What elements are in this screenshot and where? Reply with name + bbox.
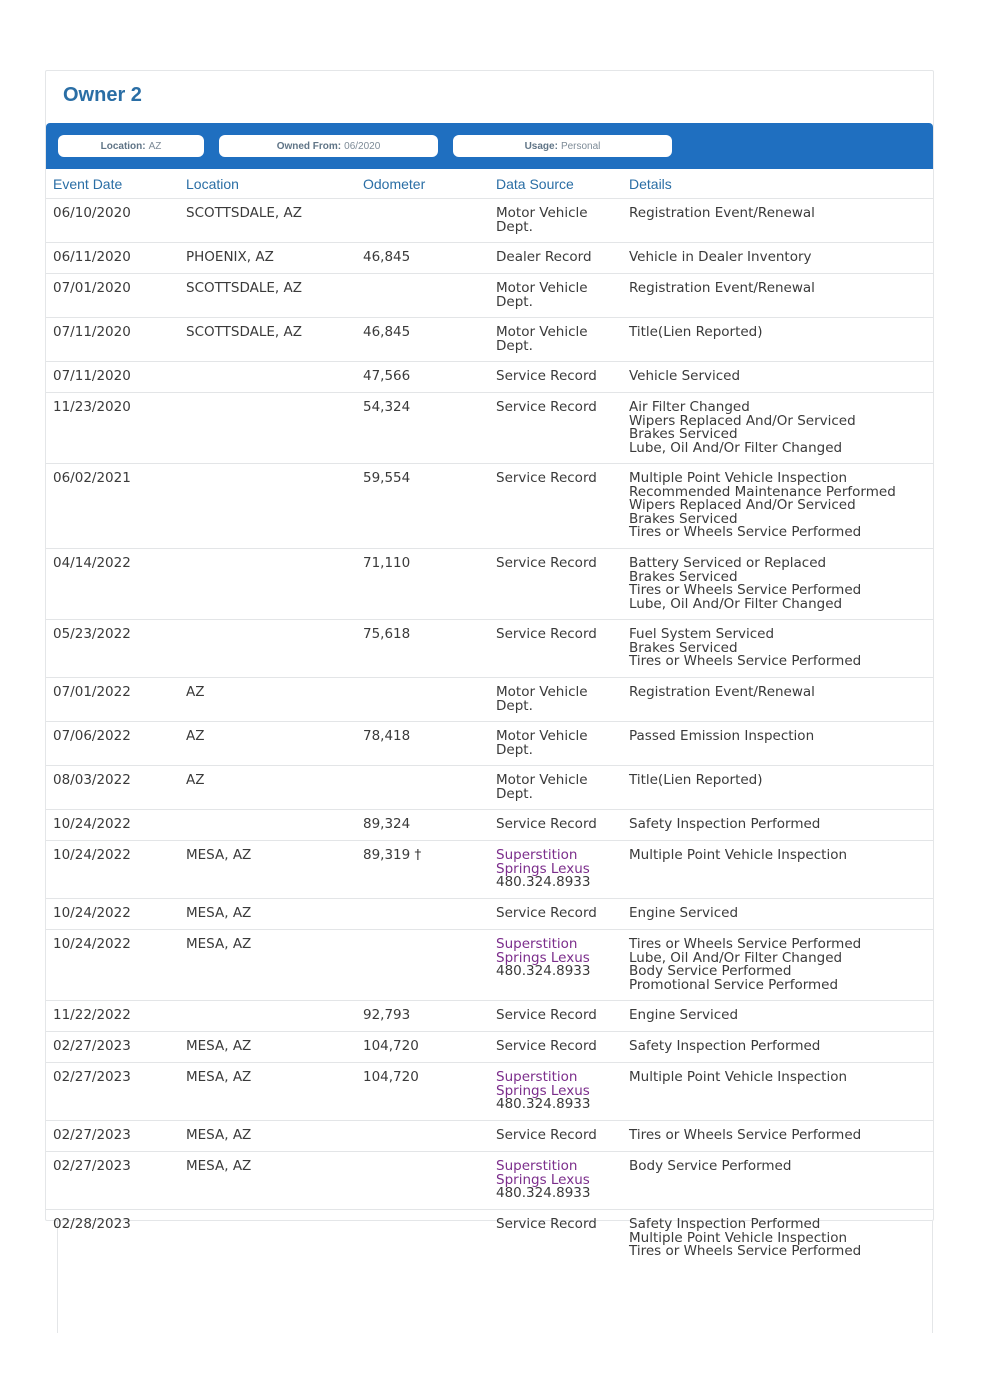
event-location: AZ [186, 772, 205, 788]
owner-summary-bar [46, 123, 933, 169]
event-details [629, 907, 929, 921]
history-table [46, 198, 933, 1267]
data-source-line: Motor Vehicle [496, 728, 588, 744]
table-row [46, 1062, 933, 1120]
data-source-line: Service Record [496, 399, 597, 415]
detail-line: Lube, Oil And/Or Filter Changed [629, 949, 843, 966]
dealer-source-link[interactable] [496, 1071, 626, 1112]
event-details [629, 207, 929, 221]
odometer-reading: 46,845 [363, 249, 411, 265]
event-date: 02/27/2023 [53, 1158, 131, 1174]
data-source-line: Dealer Record [496, 249, 592, 265]
event-details [629, 818, 929, 832]
detail-line: Fuel System Serviced [629, 626, 775, 642]
odometer-reading: 59,554 [363, 470, 411, 486]
detail-line: Wipers Replaced And/Or Serviced [629, 412, 856, 429]
data-source [496, 282, 626, 309]
detail-line: Air Filter Changed [629, 399, 750, 415]
event-date: 06/10/2020 [53, 205, 131, 221]
event-location: MESA, AZ [186, 1127, 252, 1143]
event-details [629, 628, 929, 669]
table-row [46, 548, 933, 619]
event-details [629, 938, 929, 992]
detail-line: Multiple Point Vehicle Inspection [629, 470, 848, 486]
detail-line: Safety Inspection Performed [629, 816, 821, 832]
odometer-reading: 71,110 [363, 555, 411, 571]
table-row [46, 929, 933, 1000]
data-source-line: Service Record [496, 816, 597, 832]
event-date: 11/23/2020 [53, 399, 131, 415]
odometer-reading: 92,793 [363, 1007, 411, 1023]
data-source-line[interactable]: Springs Lexus [496, 949, 590, 966]
data-source [496, 686, 626, 713]
event-details [629, 1160, 929, 1174]
event-location: AZ [186, 684, 205, 700]
data-source [496, 557, 626, 571]
data-source-line: Service Record [496, 1038, 597, 1054]
event-date: 08/03/2022 [53, 772, 131, 788]
dealer-phone[interactable]: 480.324.8933 [496, 1096, 591, 1112]
data-source-line: Dept. [496, 785, 533, 802]
detail-line: Registration Event/Renewal [629, 684, 815, 700]
data-source-line[interactable]: Superstition [496, 1069, 578, 1085]
table-row [46, 361, 933, 392]
data-source [496, 251, 626, 265]
detail-line: Multiple Point Vehicle Inspection [629, 847, 848, 863]
owned-from-pill [219, 135, 438, 157]
table-row [46, 273, 933, 317]
table-row [46, 317, 933, 361]
event-details [629, 1218, 929, 1259]
event-date: 04/14/2022 [53, 555, 131, 571]
data-source [496, 818, 626, 832]
data-source-line[interactable]: Springs Lexus [496, 1082, 590, 1099]
odometer-reading: 104,720 [363, 1038, 419, 1054]
event-date: 02/27/2023 [53, 1127, 131, 1143]
dealer-phone[interactable]: 480.324.8933 [496, 874, 591, 890]
detail-line: Tires or Wheels Service Performed [629, 582, 862, 598]
table-row [46, 463, 933, 548]
column-header-details: Details [629, 176, 672, 192]
event-date: 07/06/2022 [53, 728, 131, 744]
location-pill [58, 135, 204, 157]
detail-line: Lube, Oil And/Or Filter Changed [629, 595, 843, 612]
data-source [496, 326, 626, 353]
detail-line: Passed Emission Inspection [629, 728, 815, 744]
odometer-reading: 78,418 [363, 728, 411, 744]
detail-line: Safety Inspection Performed [629, 1038, 821, 1054]
event-location: SCOTTSDALE, AZ [186, 280, 302, 296]
data-source-line: Service Record [496, 1216, 597, 1232]
dealer-source-link[interactable] [496, 938, 626, 979]
data-source [496, 1129, 626, 1143]
detail-line: Tires or Wheels Service Performed [629, 1243, 862, 1259]
detail-line: Brakes Serviced [629, 639, 738, 656]
column-header-odometer: Odometer [363, 176, 426, 192]
table-row [46, 242, 933, 273]
detail-line: Wipers Replaced And/Or Serviced [629, 497, 856, 513]
detail-line: Title(Lien Reported) [629, 772, 763, 788]
data-source [496, 907, 626, 921]
dealer-phone[interactable]: 480.324.8933 [496, 963, 591, 979]
detail-line: Engine Serviced [629, 1007, 739, 1023]
usage-value: Personal [560, 140, 601, 152]
detail-line: Multiple Point Vehicle Inspection [629, 1069, 848, 1085]
odometer-reading: 104,720 [363, 1069, 419, 1085]
data-source-line: Dept. [496, 741, 533, 758]
event-date: 07/11/2020 [53, 368, 131, 384]
column-header-data-source: Data Source [496, 176, 574, 192]
detail-line: Registration Event/Renewal [629, 280, 815, 296]
location-label: Location: [100, 140, 146, 152]
owned-from-value: 06/2020 [344, 140, 381, 152]
data-source-line: Service Record [496, 1127, 597, 1143]
data-source-line[interactable]: Springs Lexus [496, 860, 590, 877]
detail-line: Battery Serviced or Replaced [629, 555, 827, 571]
data-source-line: Service Record [496, 470, 597, 486]
data-source [496, 1040, 626, 1054]
dealer-source-link[interactable] [496, 1160, 626, 1201]
data-source-line[interactable]: Superstition [496, 1158, 578, 1174]
event-details [629, 401, 929, 455]
event-details [629, 1009, 929, 1023]
location-value: AZ [148, 140, 162, 152]
data-source-line: Service Record [496, 626, 597, 642]
detail-line: Vehicle Serviced [629, 368, 741, 384]
odometer-reading: 89,319 † [363, 847, 422, 863]
event-details [629, 251, 929, 265]
detail-line: Brakes Serviced [629, 510, 738, 527]
data-source-line: Motor Vehicle [496, 205, 588, 221]
event-location: AZ [186, 728, 205, 744]
event-details [629, 1071, 929, 1085]
detail-line: Body Service Performed [629, 1158, 792, 1174]
event-details [629, 1040, 929, 1054]
detail-line: Title(Lien Reported) [629, 324, 763, 340]
event-details [629, 686, 929, 700]
event-date: 11/22/2022 [53, 1007, 131, 1023]
event-date: 10/24/2022 [53, 905, 131, 921]
data-source-line: Motor Vehicle [496, 280, 588, 296]
table-row [46, 198, 933, 242]
table-row [46, 619, 933, 677]
table-row [46, 809, 933, 840]
detail-line: Safety Inspection Performed [629, 1216, 821, 1232]
detail-line: Brakes Serviced [629, 568, 738, 585]
dealer-phone[interactable]: 480.324.8933 [496, 1185, 591, 1201]
data-source [496, 370, 626, 384]
data-source [496, 730, 626, 757]
event-location: PHOENIX, AZ [186, 249, 274, 265]
event-details [629, 774, 929, 788]
event-location: SCOTTSDALE, AZ [186, 324, 302, 340]
detail-line: Body Service Performed [629, 963, 792, 979]
data-source-line: Dept. [496, 218, 533, 235]
detail-line: Tires or Wheels Service Performed [629, 653, 862, 669]
data-source-line: Dept. [496, 337, 533, 354]
event-date: 02/28/2023 [53, 1216, 131, 1232]
odometer-reading: 89,324 [363, 816, 411, 832]
data-source-line[interactable]: Superstition [496, 936, 578, 952]
odometer-reading: 47,566 [363, 368, 411, 384]
detail-line: Registration Event/Renewal [629, 205, 815, 221]
event-location: SCOTTSDALE, AZ [186, 205, 302, 221]
odometer-reading: 46,845 [363, 324, 411, 340]
detail-line: Recommended Maintenance Performed [629, 483, 896, 500]
event-details [629, 370, 929, 384]
event-date: 10/24/2022 [53, 816, 131, 832]
table-row [46, 765, 933, 809]
detail-line: Tires or Wheels Service Performed [629, 936, 862, 952]
table-row [46, 1151, 933, 1209]
data-source-line: Service Record [496, 1007, 597, 1023]
usage-pill [453, 135, 672, 157]
event-date: 07/11/2020 [53, 324, 131, 340]
detail-line: Vehicle in Dealer Inventory [629, 249, 812, 265]
event-location: MESA, AZ [186, 936, 252, 952]
data-source [496, 774, 626, 801]
data-source-line: Dept. [496, 293, 533, 310]
event-date: 10/24/2022 [53, 936, 131, 952]
event-location: MESA, AZ [186, 847, 252, 863]
table-row [46, 1031, 933, 1062]
usage-label: Usage: [524, 140, 558, 152]
event-details [629, 326, 929, 340]
table-row [46, 1120, 933, 1151]
data-source-line: Motor Vehicle [496, 324, 588, 340]
data-source [496, 628, 626, 642]
data-source-line: Service Record [496, 368, 597, 384]
data-source-line[interactable]: Springs Lexus [496, 1171, 590, 1188]
detail-line: Tires or Wheels Service Performed [629, 524, 862, 540]
data-source-line: Service Record [496, 905, 597, 921]
event-details [629, 557, 929, 611]
event-details [629, 849, 929, 863]
data-source-line: Service Record [496, 555, 597, 571]
detail-line: Engine Serviced [629, 905, 739, 921]
data-source [496, 1009, 626, 1023]
event-date: 05/23/2022 [53, 626, 131, 642]
event-details [629, 1129, 929, 1143]
odometer-reading: 75,618 [363, 626, 411, 642]
event-date: 02/27/2023 [53, 1069, 131, 1085]
column-header-location: Location [186, 176, 239, 192]
table-row [46, 840, 933, 898]
event-date: 06/11/2020 [53, 249, 131, 265]
detail-line: Brakes Serviced [629, 426, 738, 442]
dealer-source-link[interactable] [496, 849, 626, 890]
event-location: MESA, AZ [186, 1069, 252, 1085]
event-date: 02/27/2023 [53, 1038, 131, 1054]
data-source [496, 472, 626, 486]
detail-line: Tires or Wheels Service Performed [629, 1127, 862, 1143]
event-location: MESA, AZ [186, 1038, 252, 1054]
event-details [629, 472, 929, 540]
event-date: 07/01/2020 [53, 280, 131, 296]
data-source-line[interactable]: Superstition [496, 847, 578, 863]
detail-line: Promotional Service Performed [629, 976, 839, 993]
data-source [496, 1218, 626, 1232]
owned-from-label: Owned From: [276, 140, 342, 152]
table-row [46, 1000, 933, 1031]
odometer-reading: 54,324 [363, 399, 411, 415]
event-details [629, 730, 929, 744]
data-source [496, 207, 626, 234]
data-source [496, 401, 626, 415]
data-source-line: Dept. [496, 697, 533, 714]
table-row [46, 898, 933, 929]
event-details [629, 282, 929, 296]
detail-line: Multiple Point Vehicle Inspection [629, 1229, 848, 1246]
event-location: MESA, AZ [186, 1158, 252, 1174]
data-source-line: Motor Vehicle [496, 772, 588, 788]
event-date: 07/01/2022 [53, 684, 131, 700]
table-row [46, 677, 933, 721]
event-date: 10/24/2022 [53, 847, 131, 863]
table-row [46, 721, 933, 765]
table-row [46, 1209, 933, 1267]
owner-title: Owner 2 [63, 84, 142, 106]
data-source-line: Motor Vehicle [496, 684, 588, 700]
column-header-event-date: Event Date [53, 176, 123, 192]
table-row [46, 392, 933, 463]
event-location: MESA, AZ [186, 905, 252, 921]
detail-line: Lube, Oil And/Or Filter Changed [629, 439, 843, 456]
event-date: 06/02/2021 [53, 470, 131, 486]
